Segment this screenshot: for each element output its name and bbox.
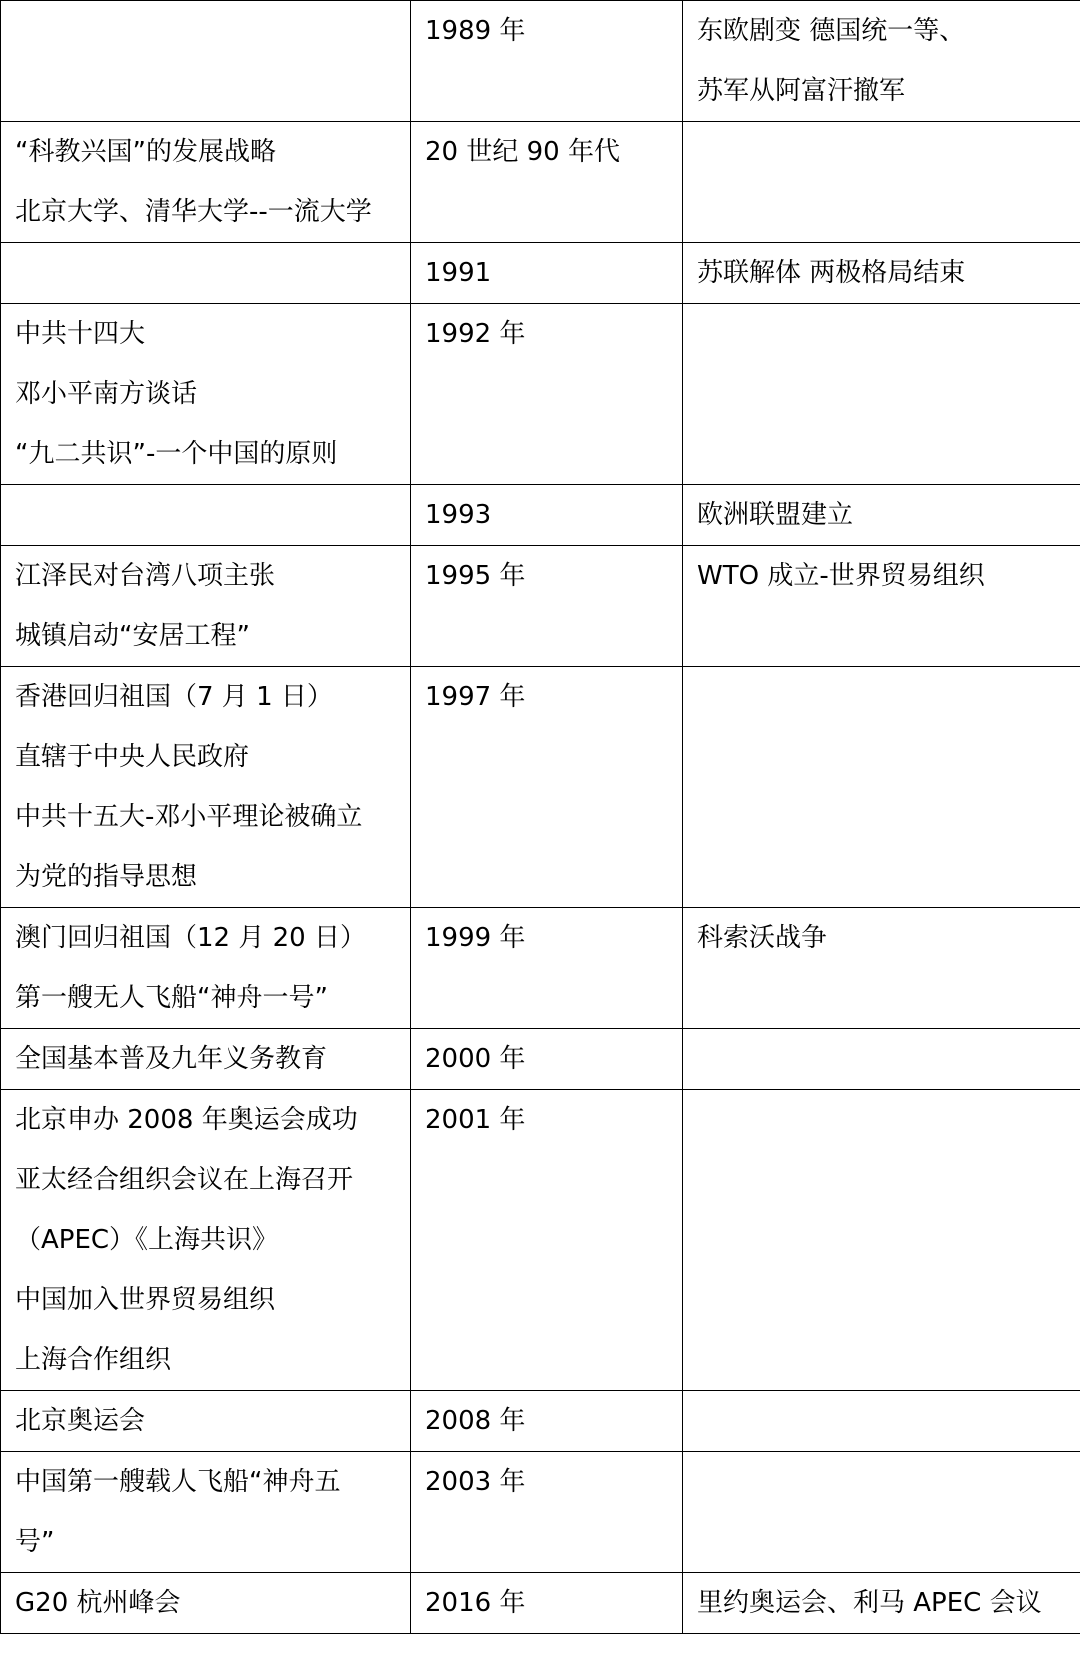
world-event-line: 苏联解体 两极格局结束 bbox=[697, 258, 966, 288]
world-event-line: 里约奥运会、利马 APEC 会议 bbox=[697, 1588, 1042, 1618]
china-events-cell bbox=[1, 122, 411, 243]
world-events-cell bbox=[683, 1029, 1080, 1090]
china-event-line: 邓小平南方谈话 bbox=[15, 379, 198, 409]
table-row bbox=[1, 1, 1080, 122]
china-events-cell bbox=[1, 1452, 411, 1573]
year-cell bbox=[411, 485, 683, 546]
china-event-line: 中国第一艘载人飞船“神舟五 bbox=[15, 1467, 341, 1497]
table-row bbox=[1, 485, 1080, 546]
year-label: 1997 年 bbox=[425, 682, 526, 712]
year-cell bbox=[411, 243, 683, 304]
world-events-cell bbox=[683, 304, 1080, 485]
year-label: 20 世纪 90 年代 bbox=[425, 137, 620, 167]
china-events-cell bbox=[1, 1573, 411, 1634]
china-event-line: 全国基本普及九年义务教育 bbox=[15, 1044, 328, 1074]
year-label: 2003 年 bbox=[425, 1467, 526, 1497]
china-event-line: 为党的指导思想 bbox=[15, 862, 198, 892]
year-cell bbox=[411, 546, 683, 667]
china-events-cell bbox=[1, 1, 411, 122]
year-label: 1993 bbox=[425, 500, 492, 530]
world-events-cell bbox=[683, 243, 1080, 304]
table-row bbox=[1, 1391, 1080, 1452]
world-events-cell bbox=[683, 1452, 1080, 1573]
table-row bbox=[1, 122, 1080, 243]
world-event-line: 东欧剧变 德国统一等、 bbox=[697, 16, 966, 46]
year-cell bbox=[411, 1090, 683, 1391]
china-event-line: 城镇启动“安居工程” bbox=[15, 621, 250, 651]
world-events-cell bbox=[683, 908, 1080, 1029]
table-row bbox=[1, 1573, 1080, 1634]
china-event-line: 上海合作组织 bbox=[15, 1345, 172, 1375]
table-row bbox=[1, 908, 1080, 1029]
year-label: 2016 年 bbox=[425, 1588, 526, 1618]
world-event-line: 欧洲联盟建立 bbox=[697, 500, 854, 530]
table-row bbox=[1, 304, 1080, 485]
china-event-line: “九二共识”-一个中国的原则 bbox=[15, 439, 338, 469]
world-events-cell bbox=[683, 667, 1080, 908]
world-events-cell bbox=[683, 546, 1080, 667]
year-cell bbox=[411, 122, 683, 243]
table-row bbox=[1, 243, 1080, 304]
china-event-line: （APEC）《上海共识》 bbox=[15, 1225, 279, 1255]
china-event-line: 中共十四大 bbox=[15, 319, 146, 349]
world-events-cell bbox=[683, 1090, 1080, 1391]
year-label: 2008 年 bbox=[425, 1406, 526, 1436]
year-label: 2000 年 bbox=[425, 1044, 526, 1074]
year-label: 1991 bbox=[425, 258, 492, 288]
china-event-line: 中共十五大-邓小平理论被确立 bbox=[15, 802, 363, 832]
year-cell bbox=[411, 667, 683, 908]
year-label: 1989 年 bbox=[425, 16, 526, 46]
china-event-line: 中国加入世界贸易组织 bbox=[15, 1285, 276, 1315]
china-events-cell bbox=[1, 243, 411, 304]
world-event-line: 科索沃战争 bbox=[697, 923, 828, 953]
year-cell bbox=[411, 1573, 683, 1634]
year-cell bbox=[411, 1452, 683, 1573]
china-event-line: 第一艘无人飞船“神舟一号” bbox=[15, 983, 328, 1013]
world-event-line: 苏军从阿富汗撤军 bbox=[697, 76, 906, 106]
table-row bbox=[1, 546, 1080, 667]
china-events-cell bbox=[1, 304, 411, 485]
china-events-cell bbox=[1, 1090, 411, 1391]
china-events-cell bbox=[1, 1029, 411, 1090]
table-row bbox=[1, 667, 1080, 908]
china-event-line: 香港回归祖国（7 月 1 日） bbox=[15, 682, 333, 712]
year-label: 2001 年 bbox=[425, 1105, 526, 1135]
china-events-cell bbox=[1, 667, 411, 908]
year-cell bbox=[411, 304, 683, 485]
table-row bbox=[1, 1029, 1080, 1090]
china-events-cell bbox=[1, 908, 411, 1029]
world-events-cell bbox=[683, 1391, 1080, 1452]
year-cell bbox=[411, 1391, 683, 1452]
year-label: 1992 年 bbox=[425, 319, 526, 349]
world-events-cell bbox=[683, 1, 1080, 122]
world-events-cell bbox=[683, 122, 1080, 243]
year-cell bbox=[411, 908, 683, 1029]
china-events-cell bbox=[1, 546, 411, 667]
world-events-cell bbox=[683, 1573, 1080, 1634]
year-cell bbox=[411, 1029, 683, 1090]
china-event-line: 北京大学、清华大学--一流大学 bbox=[15, 197, 372, 227]
china-event-line: 北京申办 2008 年奥运会成功 bbox=[15, 1105, 358, 1135]
china-event-line: 直辖于中央人民政府 bbox=[15, 742, 250, 772]
table-row bbox=[1, 1090, 1080, 1391]
year-label: 1999 年 bbox=[425, 923, 526, 953]
china-event-line: 亚太经合组织会议在上海召开 bbox=[15, 1165, 354, 1195]
table-row bbox=[1, 1452, 1080, 1573]
world-event-line: WTO 成立-世界贸易组织 bbox=[697, 561, 985, 591]
timeline-body bbox=[1, 1, 1080, 1634]
china-event-line: 北京奥运会 bbox=[15, 1406, 146, 1436]
china-event-line: G20 杭州峰会 bbox=[15, 1588, 181, 1618]
china-events-cell bbox=[1, 1391, 411, 1452]
year-cell bbox=[411, 1, 683, 122]
china-event-line: “科教兴国”的发展战略 bbox=[15, 137, 276, 167]
china-event-line: 号” bbox=[15, 1527, 55, 1557]
china-events-cell bbox=[1, 485, 411, 546]
world-events-cell bbox=[683, 485, 1080, 546]
china-event-line: 澳门回归祖国（12 月 20 日） bbox=[15, 923, 366, 953]
china-event-line: 江泽民对台湾八项主张 bbox=[15, 561, 276, 591]
year-label: 1995 年 bbox=[425, 561, 526, 591]
